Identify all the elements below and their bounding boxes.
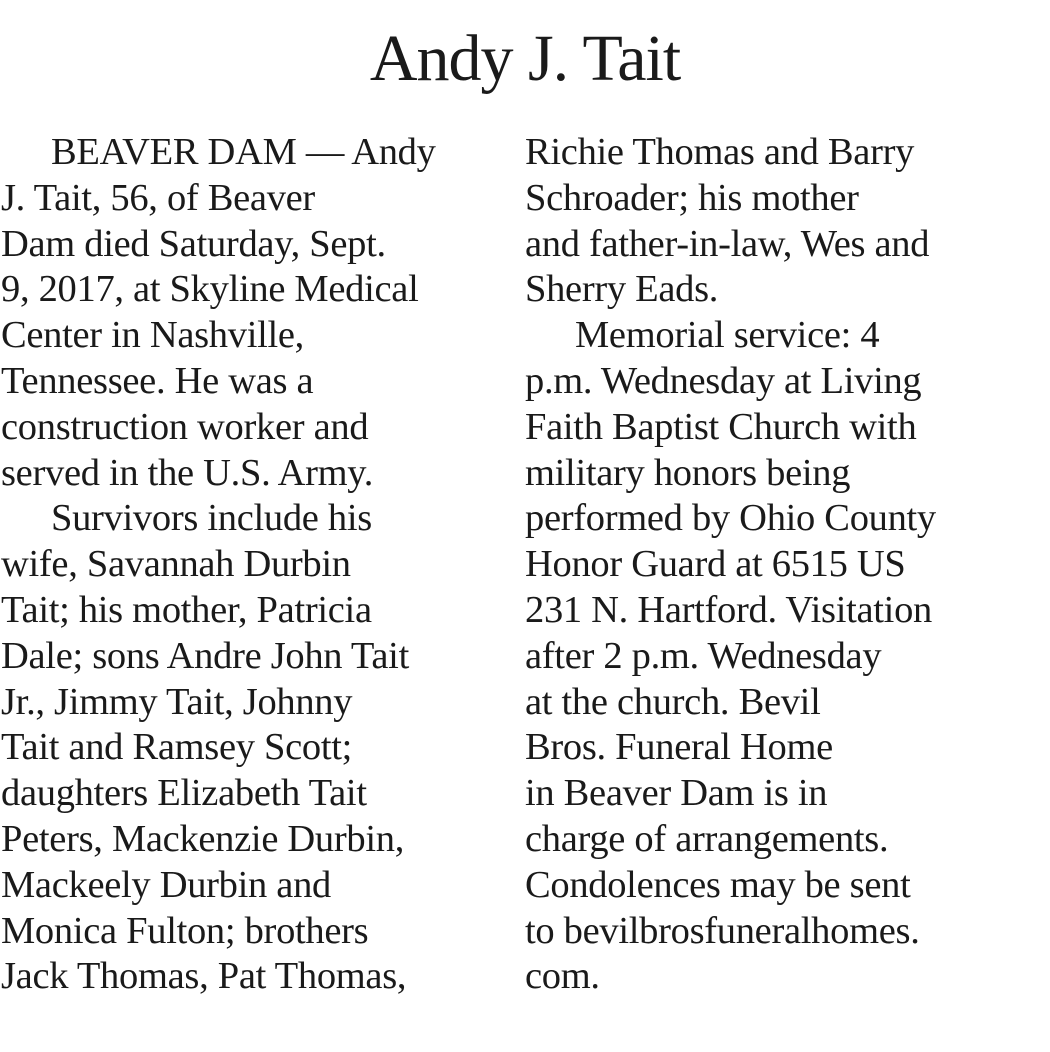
paragraph-line: Tait and Ramsey Scott; [1,726,353,769]
paragraph-line: performed by Ohio County [525,497,936,540]
paragraph-line: J. Tait, 56, of Beaver [1,176,315,219]
paragraph-line: Schroader; his mother [525,176,859,219]
paragraph-line: to bevilbrosfuneralhomes. [525,909,920,952]
paragraph-line: Center in Nashville, [1,314,304,357]
paragraph-line: charge of arrangements. [525,817,889,860]
paragraph-line: and father-in-law, Wes and [525,222,930,265]
paragraph-line: Peters, Mackenzie Durbin, [1,817,405,860]
paragraph-line: com. [525,955,600,998]
paragraph-line: p.m. Wednesday at Living [525,359,922,402]
paragraph-line: Faith Baptist Church with [525,405,917,448]
paragraph-line: construction worker and [1,405,369,448]
paragraph-line: Survivors include his [51,497,372,540]
paragraph-line: after 2 p.m. Wednesday [525,634,882,677]
paragraph-line: daughters Elizabeth Tait [1,772,367,815]
paragraph-line: Memorial service: 4 [575,314,880,357]
paragraph-line: Jack Thomas, Pat Thomas, [1,955,407,998]
paragraph-line: Sherry Eads. [525,268,719,311]
obituary-title: Andy J. Tait [369,22,681,95]
paragraph-line: Tennessee. He was a [1,359,314,402]
paragraph-line: Condolences may be sent [525,863,911,906]
paragraph-line: in Beaver Dam is in [525,772,828,815]
paragraph-line: Dam died Saturday, Sept. [1,222,386,265]
left-column [1,130,501,1000]
paragraph-line: military honors being [525,451,851,494]
paragraph-line: wife, Savannah Durbin [1,543,351,586]
paragraph-line: Richie Thomas and Barry [525,131,915,173]
paragraph-line: 231 N. Hartford. Visitation [525,588,932,631]
paragraph-line: Dale; sons Andre John Tait [1,634,409,677]
paragraph-line: Honor Guard at 6515 US [525,543,906,586]
paragraph-line: 9, 2017, at Skyline Medical [1,268,419,311]
paragraph-line: Tait; his mother, Patricia [1,588,372,631]
paragraph-line: at the church. Bevil [525,680,821,723]
paragraph-line: Mackeely Durbin and [1,863,331,906]
paragraph-line: Monica Fulton; brothers [1,909,369,952]
paragraph-line: Jr., Jimmy Tait, Johnny [1,680,353,723]
paragraph-line: Bros. Funeral Home [525,726,833,769]
paragraph-line: BEAVER DAM — Andy [51,131,436,173]
paragraph-line: served in the U.S. Army. [1,451,374,494]
right-column [525,130,1047,1000]
